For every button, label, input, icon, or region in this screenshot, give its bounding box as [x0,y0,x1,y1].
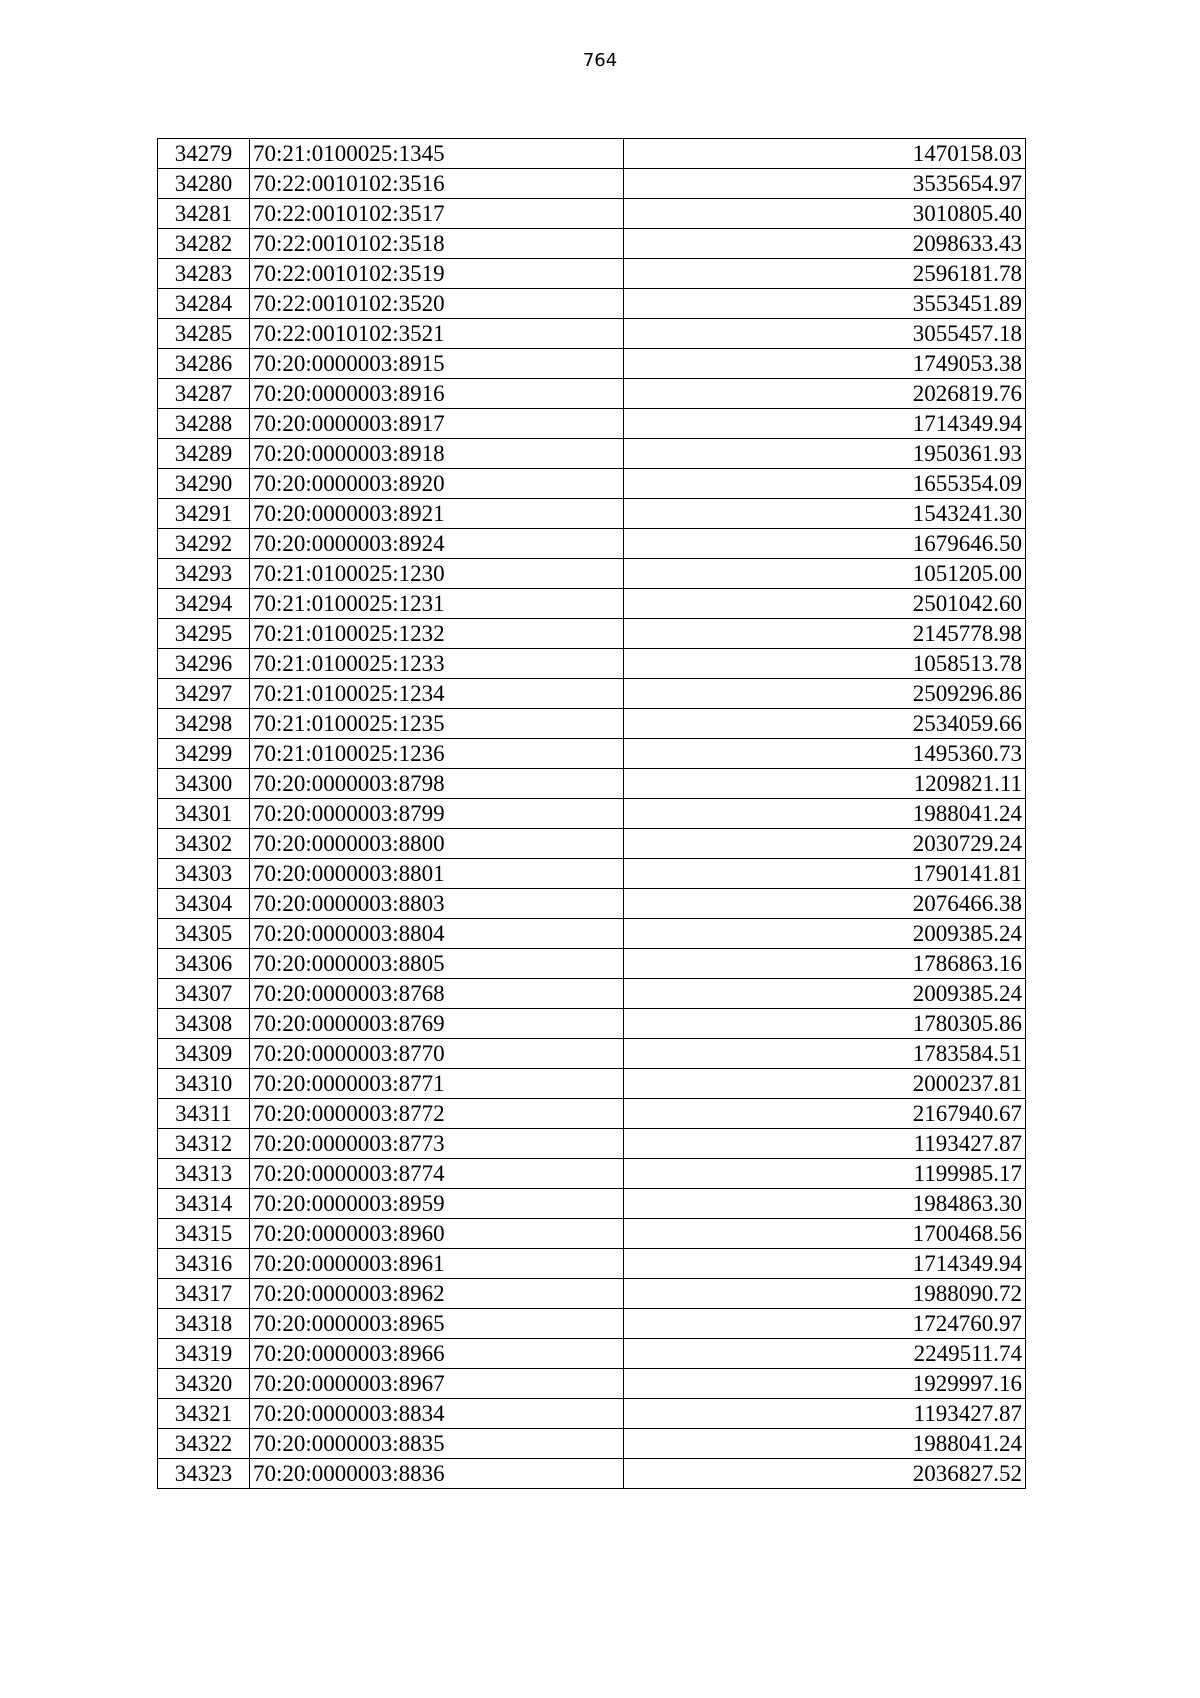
row-number-cell: 34323 [158,1459,250,1489]
cadastral-value-cell: 1051205.00 [624,559,1026,589]
cadastral-number-cell: 70:20:0000003:8916 [250,379,624,409]
table-row [158,259,1026,289]
cadastral-number-cell: 70:21:0100025:1345 [250,139,624,169]
table-row [158,889,1026,919]
cadastral-value-cell: 1783584.51 [624,1039,1026,1069]
cadastral-value-cell: 1929997.16 [624,1369,1026,1399]
cadastral-number-cell: 70:20:0000003:8836 [250,1459,624,1489]
cadastral-value-cell: 1700468.56 [624,1219,1026,1249]
table-body [158,139,1026,1489]
row-number-cell: 34292 [158,529,250,559]
cadastral-value-cell: 2030729.24 [624,829,1026,859]
row-number-cell: 34320 [158,1369,250,1399]
cadastral-value-cell: 2036827.52 [624,1459,1026,1489]
cadastral-number-cell: 70:22:0010102:3518 [250,229,624,259]
table-row [158,1369,1026,1399]
table-row [158,319,1026,349]
cadastral-value-cell: 1193427.87 [624,1399,1026,1429]
cadastral-value-cell: 2000237.81 [624,1069,1026,1099]
cadastral-number-cell: 70:20:0000003:8805 [250,949,624,979]
row-number-cell: 34305 [158,919,250,949]
row-number-cell: 34315 [158,1219,250,1249]
row-number-cell: 34309 [158,1039,250,1069]
cadastral-number-cell: 70:20:0000003:8924 [250,529,624,559]
table-row [158,409,1026,439]
table-row [158,829,1026,859]
cadastral-number-cell: 70:20:0000003:8918 [250,439,624,469]
cadastral-number-cell: 70:21:0100025:1233 [250,649,624,679]
row-number-cell: 34318 [158,1309,250,1339]
cadastral-number-cell: 70:21:0100025:1232 [250,619,624,649]
cadastral-number-cell: 70:20:0000003:8799 [250,799,624,829]
table-row [158,199,1026,229]
cadastral-value-cell: 2596181.78 [624,259,1026,289]
cadastral-value-cell: 1193427.87 [624,1129,1026,1159]
cadastral-value-cell: 1790141.81 [624,859,1026,889]
table-row [158,439,1026,469]
cadastral-number-cell: 70:22:0010102:3516 [250,169,624,199]
cadastral-number-cell: 70:20:0000003:8769 [250,1009,624,1039]
row-number-cell: 34296 [158,649,250,679]
table-row [158,1399,1026,1429]
cadastral-value-cell: 2076466.38 [624,889,1026,919]
cadastral-number-cell: 70:20:0000003:8915 [250,349,624,379]
row-number-cell: 34303 [158,859,250,889]
row-number-cell: 34285 [158,319,250,349]
cadastral-number-cell: 70:20:0000003:8959 [250,1189,624,1219]
cadastral-value-cell: 2026819.76 [624,379,1026,409]
table-row [158,1009,1026,1039]
cadastral-value-cell: 1058513.78 [624,649,1026,679]
cadastral-number-cell: 70:21:0100025:1231 [250,589,624,619]
row-number-cell: 34284 [158,289,250,319]
table-row [158,1249,1026,1279]
table-row [158,349,1026,379]
row-number-cell: 34289 [158,439,250,469]
cadastral-value-cell: 3055457.18 [624,319,1026,349]
row-number-cell: 34308 [158,1009,250,1039]
row-number-cell: 34282 [158,229,250,259]
table-row [158,1189,1026,1219]
cadastral-number-cell: 70:20:0000003:8803 [250,889,624,919]
cadastral-value-table [157,138,1026,1489]
cadastral-value-cell: 3553451.89 [624,289,1026,319]
cadastral-number-cell: 70:20:0000003:8967 [250,1369,624,1399]
cadastral-number-cell: 70:21:0100025:1235 [250,709,624,739]
cadastral-number-cell: 70:20:0000003:8804 [250,919,624,949]
table-row [158,1219,1026,1249]
table-row [158,1309,1026,1339]
cadastral-number-cell: 70:20:0000003:8921 [250,499,624,529]
cadastral-value-cell: 3535654.97 [624,169,1026,199]
cadastral-number-cell: 70:20:0000003:8920 [250,469,624,499]
table-row [158,169,1026,199]
cadastral-value-cell: 1199985.17 [624,1159,1026,1189]
cadastral-value-cell: 1543241.30 [624,499,1026,529]
cadastral-number-cell: 70:20:0000003:8962 [250,1279,624,1309]
row-number-cell: 34321 [158,1399,250,1429]
table-row [158,619,1026,649]
cadastral-value-cell: 1786863.16 [624,949,1026,979]
cadastral-number-cell: 70:20:0000003:8801 [250,859,624,889]
cadastral-value-cell: 1714349.94 [624,1249,1026,1279]
table-row [158,139,1026,169]
cadastral-number-cell: 70:20:0000003:8965 [250,1309,624,1339]
table-row [158,559,1026,589]
cadastral-number-cell: 70:20:0000003:8772 [250,1099,624,1129]
row-number-cell: 34319 [158,1339,250,1369]
row-number-cell: 34294 [158,589,250,619]
table-row [158,499,1026,529]
cadastral-number-cell: 70:20:0000003:8773 [250,1129,624,1159]
cadastral-number-cell: 70:20:0000003:8834 [250,1399,624,1429]
table-row [158,859,1026,889]
row-number-cell: 34297 [158,679,250,709]
row-number-cell: 34316 [158,1249,250,1279]
cadastral-number-cell: 70:20:0000003:8960 [250,1219,624,1249]
cadastral-value-cell: 2534059.66 [624,709,1026,739]
row-number-cell: 34293 [158,559,250,589]
row-number-cell: 34279 [158,139,250,169]
table-row [158,1129,1026,1159]
cadastral-number-cell: 70:20:0000003:8966 [250,1339,624,1369]
row-number-cell: 34302 [158,829,250,859]
cadastral-value-cell: 2167940.67 [624,1099,1026,1129]
table-row [158,979,1026,1009]
cadastral-number-cell: 70:20:0000003:8774 [250,1159,624,1189]
cadastral-value-cell: 1780305.86 [624,1009,1026,1039]
cadastral-number-cell: 70:20:0000003:8961 [250,1249,624,1279]
cadastral-number-cell: 70:21:0100025:1234 [250,679,624,709]
cadastral-value-cell: 2509296.86 [624,679,1026,709]
row-number-cell: 34299 [158,739,250,769]
table-row [158,1339,1026,1369]
row-number-cell: 34300 [158,769,250,799]
table-row [158,469,1026,499]
cadastral-value-cell: 2009385.24 [624,919,1026,949]
cadastral-number-cell: 70:20:0000003:8800 [250,829,624,859]
row-number-cell: 34310 [158,1069,250,1099]
table-row [158,229,1026,259]
cadastral-number-cell: 70:21:0100025:1236 [250,739,624,769]
row-number-cell: 34286 [158,349,250,379]
row-number-cell: 34306 [158,949,250,979]
cadastral-number-cell: 70:20:0000003:8835 [250,1429,624,1459]
table-row [158,649,1026,679]
row-number-cell: 34312 [158,1129,250,1159]
cadastral-value-cell: 1749053.38 [624,349,1026,379]
table-row [158,769,1026,799]
row-number-cell: 34304 [158,889,250,919]
cadastral-number-cell: 70:20:0000003:8917 [250,409,624,439]
cadastral-number-cell: 70:20:0000003:8768 [250,979,624,1009]
row-number-cell: 34311 [158,1099,250,1129]
table-row [158,1039,1026,1069]
table-row [158,1159,1026,1189]
cadastral-value-cell: 1988041.24 [624,799,1026,829]
row-number-cell: 34313 [158,1159,250,1189]
table-row [158,529,1026,559]
cadastral-value-cell: 2249511.74 [624,1339,1026,1369]
cadastral-value-cell: 1209821.11 [624,769,1026,799]
cadastral-value-cell: 1988041.24 [624,1429,1026,1459]
cadastral-number-cell: 70:20:0000003:8770 [250,1039,624,1069]
cadastral-value-cell: 2501042.60 [624,589,1026,619]
table-row [158,1459,1026,1489]
cadastral-value-cell: 1655354.09 [624,469,1026,499]
cadastral-value-cell: 2098633.43 [624,229,1026,259]
cadastral-value-cell: 1724760.97 [624,1309,1026,1339]
cadastral-value-cell: 1988090.72 [624,1279,1026,1309]
row-number-cell: 34280 [158,169,250,199]
cadastral-value-cell: 2009385.24 [624,979,1026,1009]
table-row [158,919,1026,949]
table-row [158,739,1026,769]
cadastral-value-cell: 3010805.40 [624,199,1026,229]
row-number-cell: 34314 [158,1189,250,1219]
cadastral-value-cell: 1470158.03 [624,139,1026,169]
cadastral-value-cell: 1950361.93 [624,439,1026,469]
row-number-cell: 34288 [158,409,250,439]
table-row [158,1099,1026,1129]
cadastral-number-cell: 70:20:0000003:8798 [250,769,624,799]
table-row [158,1069,1026,1099]
row-number-cell: 34295 [158,619,250,649]
cadastral-value-cell: 1495360.73 [624,739,1026,769]
cadastral-number-cell: 70:20:0000003:8771 [250,1069,624,1099]
cadastral-number-cell: 70:22:0010102:3517 [250,199,624,229]
row-number-cell: 34301 [158,799,250,829]
row-number-cell: 34290 [158,469,250,499]
cadastral-number-cell: 70:22:0010102:3519 [250,259,624,289]
cadastral-number-cell: 70:21:0100025:1230 [250,559,624,589]
table-row [158,949,1026,979]
row-number-cell: 34281 [158,199,250,229]
page-number: 764 [582,50,618,71]
table-row [158,379,1026,409]
row-number-cell: 34322 [158,1429,250,1459]
cadastral-value-cell: 2145778.98 [624,619,1026,649]
row-number-cell: 34283 [158,259,250,289]
table-row [158,289,1026,319]
row-number-cell: 34317 [158,1279,250,1309]
table-row [158,1279,1026,1309]
table-row [158,709,1026,739]
table-row [158,1429,1026,1459]
cadastral-value-cell: 1679646.50 [624,529,1026,559]
row-number-cell: 34298 [158,709,250,739]
cadastral-value-cell: 1984863.30 [624,1189,1026,1219]
cadastral-value-cell: 1714349.94 [624,409,1026,439]
cadastral-number-cell: 70:22:0010102:3521 [250,319,624,349]
table-row [158,589,1026,619]
row-number-cell: 34307 [158,979,250,1009]
table-row [158,679,1026,709]
row-number-cell: 34287 [158,379,250,409]
table-row [158,799,1026,829]
cadastral-number-cell: 70:22:0010102:3520 [250,289,624,319]
row-number-cell: 34291 [158,499,250,529]
